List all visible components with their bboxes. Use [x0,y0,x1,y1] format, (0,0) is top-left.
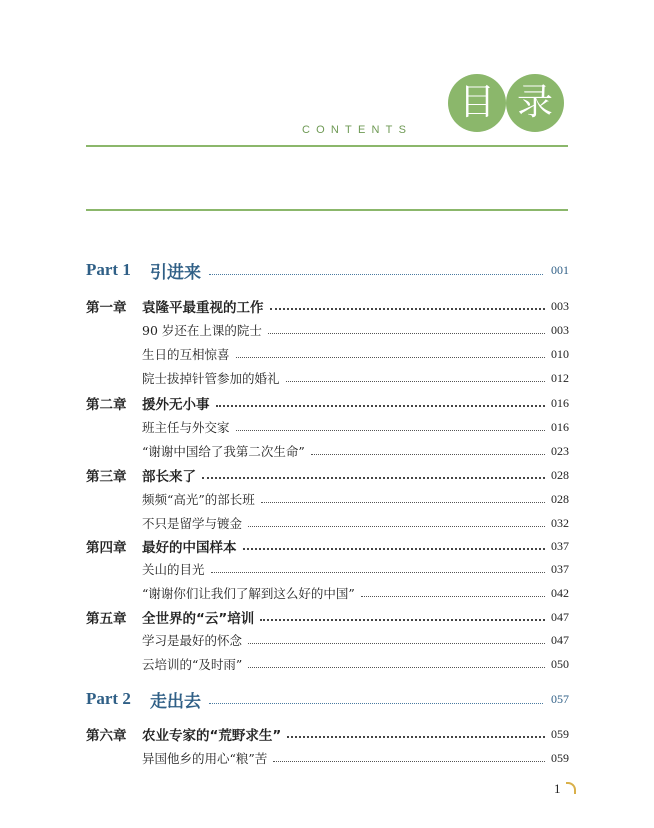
toc-section-row [86,417,569,437]
chapter-label: 第三章 [86,469,127,485]
toc-section-row [86,583,569,603]
toc-title: 袁隆平最重视的工作 [142,300,264,316]
toc-section-row [86,630,569,650]
chapter-label: 第一章 [86,300,127,316]
toc-chapter-row [86,536,569,556]
toc-section-row [86,368,569,388]
header-rule-bottom [86,209,568,211]
toc-title: 云培训的“及时雨” [142,657,243,672]
toc-page-number: 047 [551,632,569,647]
toc-page-number: 016 [551,419,569,434]
toc-title: “谢谢中国给了我第二次生命” [142,444,305,459]
dot-leader [260,619,545,621]
toc-title: 不只是留学与镀金 [142,516,243,531]
toc-title: 90 岁还在上课的院士 [142,323,262,338]
toc-title: 班主任与外交家 [142,420,230,435]
dot-leader [270,308,546,310]
toc-page-number: 037 [551,561,569,576]
dot-leader [243,548,546,550]
toc-title: 全世界的“云”培训 [142,611,255,627]
title-circle-2: 录 [506,74,564,132]
toc-chapter-row [86,465,569,485]
toc-title: 生日的互相惊喜 [142,347,230,362]
toc-section-row [86,344,569,364]
toc-title: 部长来了 [142,469,196,485]
dot-leader [216,405,546,407]
dot-leader [361,596,545,597]
toc-page-number: 050 [551,656,569,671]
title-circle-1: 目 [448,74,506,132]
toc-page-number: 010 [551,346,569,361]
toc-title: 异国他乡的用心“粮”苦 [142,751,268,766]
toc-page-number: 057 [551,691,569,706]
dot-leader [236,357,545,358]
toc-page-number: 032 [551,515,569,530]
toc-chapter-row [86,393,569,413]
chapter-label: 第二章 [86,397,127,413]
toc-title: 关山的目光 [142,562,205,577]
toc-section-row [86,320,569,340]
toc-part-row [86,260,569,283]
dot-leader [209,703,543,704]
dot-leader [311,454,545,455]
toc-page-number: 003 [551,322,569,337]
toc-page-number: 047 [551,609,569,624]
dot-leader [268,333,545,334]
toc-title: 频频“高光”的部长班 [142,492,255,507]
toc-page-number: 023 [551,443,569,458]
dot-leader [286,381,545,382]
toc-title: 走出去 [150,691,201,712]
dot-leader [248,667,545,668]
dot-leader [273,761,545,762]
dot-leader [209,274,543,275]
chapter-label: 第五章 [86,611,127,627]
toc-chapter-row [86,296,569,316]
toc-section-row [86,654,569,674]
dot-leader [287,736,545,738]
toc-title: 引进来 [150,262,201,283]
toc-page-number: 028 [551,491,569,506]
toc-part-row [86,689,569,712]
part-label: Part 1 [86,260,131,279]
toc-chapter-row [86,607,569,627]
page-corner-mark-icon [566,782,576,794]
toc-title: 援外无小事 [142,397,210,413]
toc-section-row [86,489,569,509]
toc-title: 院士拔掉针管参加的婚礼 [142,371,280,386]
toc-page-number: 059 [551,726,569,741]
toc-title: 农业专家的“荒野求生” [142,728,282,744]
toc-page-number: 003 [551,298,569,313]
chapter-label: 第四章 [86,540,127,556]
toc-page-number: 001 [551,262,569,277]
dot-leader [248,526,545,527]
toc-section-row [86,441,569,461]
toc-chapter-row [86,724,569,744]
header-rule-top [86,145,568,147]
toc-section-row [86,748,569,768]
chapter-label: 第六章 [86,728,127,744]
dot-leader [202,477,545,479]
part-label: Part 2 [86,689,131,708]
page-number: 1 [554,781,561,796]
toc-title: 学习是最好的怀念 [142,633,243,648]
toc-section-row [86,559,569,579]
dot-leader [248,643,545,644]
contents-label: CONTENTS [302,124,413,136]
toc-page-number: 042 [551,585,569,600]
dot-leader [211,572,545,573]
dot-leader [261,502,545,503]
toc-page-number: 016 [551,395,569,410]
dot-leader [236,430,545,431]
toc-page-number: 028 [551,467,569,482]
toc-page-number: 059 [551,750,569,765]
toc-section-row [86,513,569,533]
toc-page-number: 012 [551,370,569,385]
toc-page-number: 037 [551,538,569,553]
toc-title: 最好的中国样本 [142,540,237,556]
toc-title: “谢谢你们让我们了解到这么好的中国” [142,586,355,601]
